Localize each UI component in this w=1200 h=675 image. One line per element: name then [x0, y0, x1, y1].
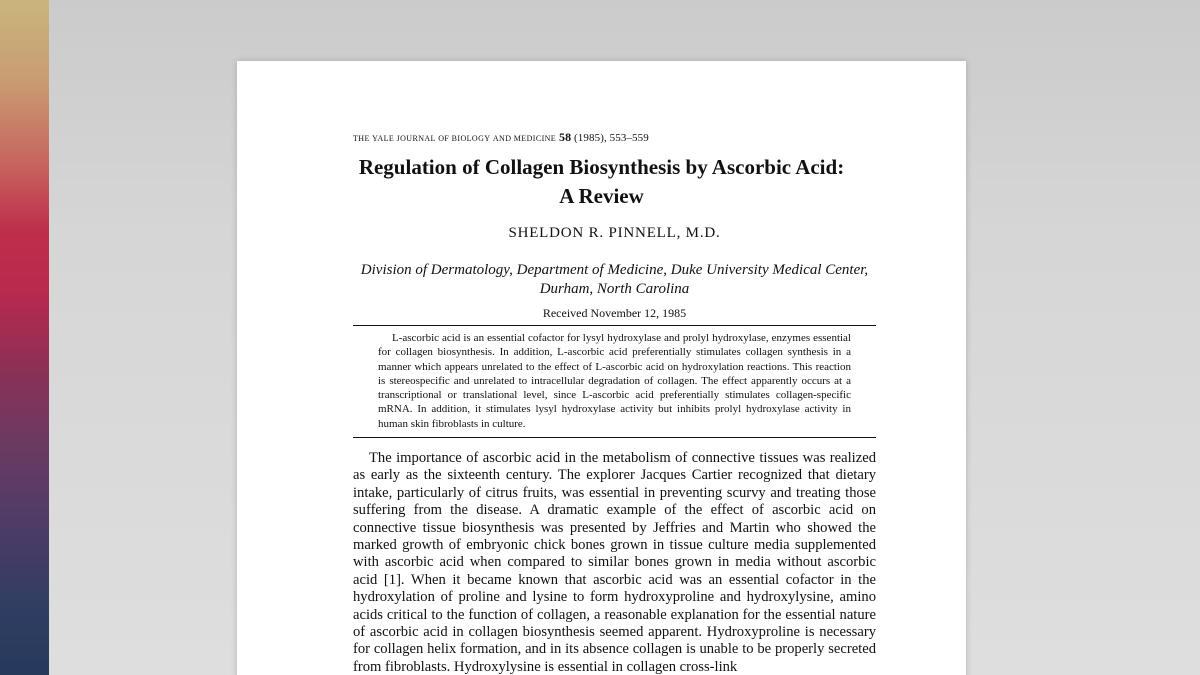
body-paragraph: The importance of ascorbic acid in the metabolism of connective tissues was realized as early as the sixteenth century. The explorer Jacques Cartier recognized that dietary intake, particularly of citrus fruits, was essential in preventing scurvy and treating those suffering from the disease. A dramatic example of the effect of ascorbic acid on connective tissue biosynthesis was presented by Jeffries and Martin who showed the marked growth of embryonic chick bones grown in tissue culture media supplemented with ascorbic acid when compared to similar bones grown in media without ascorbic acid [1]. When it became known that ascorbic acid was an essential cofactor in the hydroxylation of proline and lysine to form hydroxyproline and hydroxylysine, amino acids critical to the function of collagen, a reasonable explanation for the essential nature of ascorbic acid in collagen biosynthesis seemed apparent. Hydroxyproline is necessary for collagen helix formation, and in its absence collagen is unable to be properly secreted from fibroblasts. Hydroxylysine is essential in collagen cross-link [353, 450, 876, 675]
article-author: SHELDON R. PINNELL, M.D. [508, 225, 721, 241]
affiliation-line1: Division of Dermatology, Department of Medicine, Duke University Medical Center, [360, 262, 869, 278]
journal-volume: 58 [558, 130, 572, 144]
abstract-text: L-ascorbic acid is an essential cofactor for lysyl hydroxylase and prolyl hydroxylase, enzymes essential for collagen biosynthesis. In addition, L-ascorbic acid preferentially stimulates collagen synthesis in a manner which appears unrelated to the effect of L-ascorbic acid on hydroxylation reactions. This reaction is stereospecific and unrelated to intracellular degradation of collagen. The effect apparently occurs at a transcriptional or translational level, since L-ascorbic acid preferentially stimulates collagen-specific mRNA. In addition, it stimulates lysyl hydroxylase activity but inhibits prolyl hydroxylase activity in human skin fibroblasts in culture. [378, 332, 851, 430]
document-page [237, 61, 966, 675]
journal-name: the yale journal of biology and medicine [353, 132, 557, 144]
journal-citation [353, 130, 649, 145]
received-date: Received November 12, 1985 [542, 306, 687, 320]
article-title-line1: Regulation of Collagen Biosynthesis by Ascorbic Acid: [358, 155, 845, 179]
decorative-side-strip [0, 0, 49, 675]
journal-year-pages: (1985), 553–559 [574, 132, 649, 144]
affiliation-line2: Durham, North Carolina [539, 281, 690, 297]
abstract-rule-bottom [353, 437, 876, 438]
article-title-line2: A Review [559, 184, 644, 208]
abstract-rule-top [353, 325, 876, 326]
